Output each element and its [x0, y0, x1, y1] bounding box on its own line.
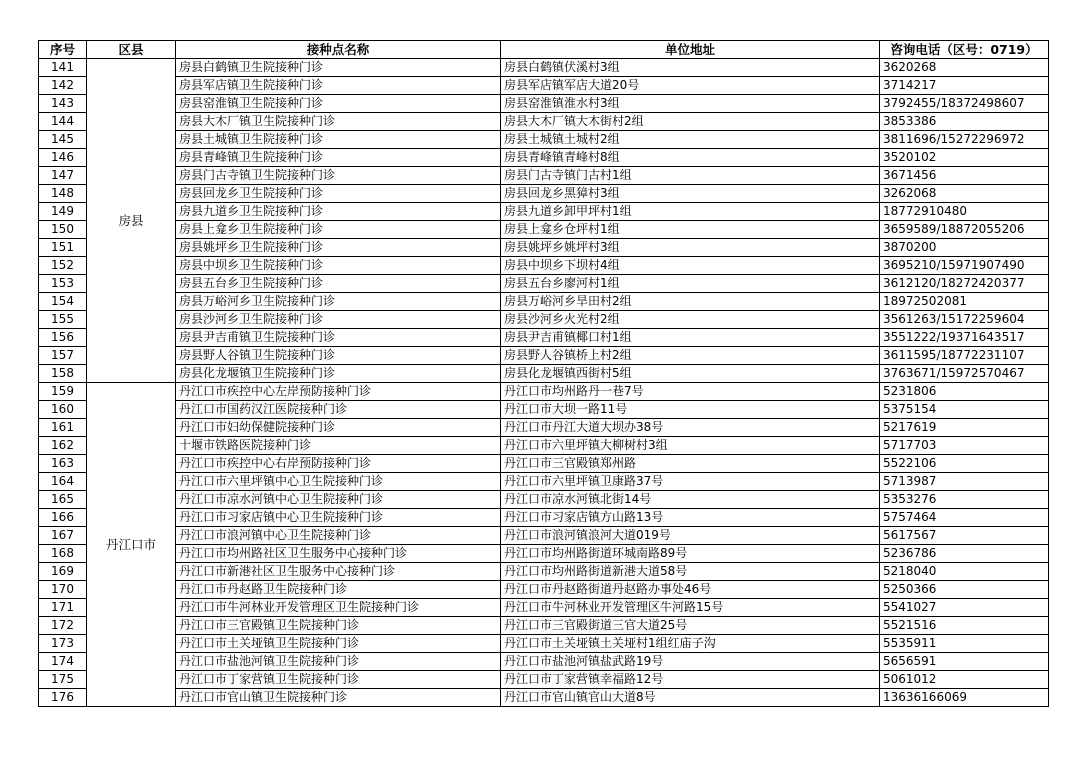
site-phone: 5522106 [880, 455, 1049, 473]
site-address: 丹江口市均州路街道新港大道58号 [501, 563, 880, 581]
table-row [39, 491, 1049, 509]
site-phone: 3763671/15972570467 [880, 365, 1049, 383]
site-phone: 5250366 [880, 581, 1049, 599]
county-cell: 丹江口市 [87, 383, 176, 707]
site-name: 丹江口市国药汉江医院接种门诊 [176, 401, 501, 419]
row-index: 172 [39, 617, 87, 635]
table-row [39, 509, 1049, 527]
row-index: 175 [39, 671, 87, 689]
site-phone: 5757464 [880, 509, 1049, 527]
table-row [39, 365, 1049, 383]
site-phone: 5656591 [880, 653, 1049, 671]
site-name: 丹江口市疾控中心左岸预防接种门诊 [176, 383, 501, 401]
site-address: 丹江口市六里坪镇大柳树村3组 [501, 437, 880, 455]
row-index: 160 [39, 401, 87, 419]
table-row [39, 383, 1049, 401]
row-index: 155 [39, 311, 87, 329]
site-phone: 13636166069 [880, 689, 1049, 707]
table-row [39, 131, 1049, 149]
row-index: 163 [39, 455, 87, 473]
site-phone: 5535911 [880, 635, 1049, 653]
site-address: 房县门古寺镇门古村1组 [501, 167, 880, 185]
site-address: 丹江口市大坝一路11号 [501, 401, 880, 419]
row-index: 159 [39, 383, 87, 401]
table-row [39, 59, 1049, 77]
header-county: 区县 [87, 41, 176, 59]
site-address: 房县野人谷镇桥上村2组 [501, 347, 880, 365]
table-row [39, 455, 1049, 473]
table-row [39, 221, 1049, 239]
site-name: 房县大木厂镇卫生院接种门诊 [176, 113, 501, 131]
row-index: 167 [39, 527, 87, 545]
site-name: 丹江口市盐池河镇卫生院接种门诊 [176, 653, 501, 671]
site-name: 丹江口市新港社区卫生服务中心接种门诊 [176, 563, 501, 581]
site-address: 丹江口市盐池河镇盐武路19号 [501, 653, 880, 671]
site-phone: 5061012 [880, 671, 1049, 689]
table-row [39, 437, 1049, 455]
table-row [39, 635, 1049, 653]
site-name: 丹江口市土关垭镇卫生院接种门诊 [176, 635, 501, 653]
site-phone: 5617567 [880, 527, 1049, 545]
header-index: 序号 [39, 41, 87, 59]
site-name: 房县回龙乡卫生院接种门诊 [176, 185, 501, 203]
site-name: 丹江口市丁家营镇卫生院接种门诊 [176, 671, 501, 689]
site-phone: 3620268 [880, 59, 1049, 77]
site-address: 丹江口市土关垭镇土关垭村1组红庙子沟 [501, 635, 880, 653]
table-row [39, 563, 1049, 581]
site-name: 房县姚坪乡卫生院接种门诊 [176, 239, 501, 257]
table-row [39, 347, 1049, 365]
site-address: 房县军店镇军店大道20号 [501, 77, 880, 95]
table-row [39, 581, 1049, 599]
table-row [39, 527, 1049, 545]
site-phone: 5541027 [880, 599, 1049, 617]
row-index: 150 [39, 221, 87, 239]
site-phone: 3714217 [880, 77, 1049, 95]
row-index: 165 [39, 491, 87, 509]
table-row [39, 671, 1049, 689]
site-phone: 3695210/15971907490 [880, 257, 1049, 275]
site-phone: 5521516 [880, 617, 1049, 635]
row-index: 170 [39, 581, 87, 599]
site-name: 房县化龙堰镇卫生院接种门诊 [176, 365, 501, 383]
table-row [39, 545, 1049, 563]
row-index: 173 [39, 635, 87, 653]
site-name: 丹江口市妇幼保健院接种门诊 [176, 419, 501, 437]
site-name: 丹江口市六里坪镇中心卫生院接种门诊 [176, 473, 501, 491]
county-cell: 房县 [87, 59, 176, 383]
site-address: 房县万峪河乡旱田村2组 [501, 293, 880, 311]
row-index: 168 [39, 545, 87, 563]
table-row [39, 95, 1049, 113]
site-address: 房县大木厂镇大木街村2组 [501, 113, 880, 131]
site-name: 房县土城镇卫生院接种门诊 [176, 131, 501, 149]
site-address: 丹江口市丹江大道大坝办38号 [501, 419, 880, 437]
site-name: 房县中坝乡卫生院接种门诊 [176, 257, 501, 275]
site-phone: 5713987 [880, 473, 1049, 491]
site-name: 房县尹吉甫镇卫生院接种门诊 [176, 329, 501, 347]
row-index: 161 [39, 419, 87, 437]
site-phone: 3262068 [880, 185, 1049, 203]
row-index: 164 [39, 473, 87, 491]
site-address: 房县化龙堰镇西街村5组 [501, 365, 880, 383]
site-name: 房县军店镇卫生院接种门诊 [176, 77, 501, 95]
table-row [39, 275, 1049, 293]
table-row [39, 617, 1049, 635]
row-index: 147 [39, 167, 87, 185]
row-index: 149 [39, 203, 87, 221]
table-row [39, 113, 1049, 131]
table-row [39, 203, 1049, 221]
site-name: 丹江口市浪河镇中心卫生院接种门诊 [176, 527, 501, 545]
site-address: 丹江口市三官殿街道三官大道25号 [501, 617, 880, 635]
row-index: 157 [39, 347, 87, 365]
site-name: 丹江口市丹赵路卫生院接种门诊 [176, 581, 501, 599]
row-index: 144 [39, 113, 87, 131]
site-phone: 5217619 [880, 419, 1049, 437]
site-phone: 3612120/18272420377 [880, 275, 1049, 293]
table-row [39, 653, 1049, 671]
site-address: 丹江口市浪河镇浪河大道019号 [501, 527, 880, 545]
row-index: 141 [39, 59, 87, 77]
site-name: 房县野人谷镇卫生院接种门诊 [176, 347, 501, 365]
row-index: 158 [39, 365, 87, 383]
site-address: 丹江口市六里坪镇卫康路37号 [501, 473, 880, 491]
site-name: 房县万峪河乡卫生院接种门诊 [176, 293, 501, 311]
site-phone: 18772910480 [880, 203, 1049, 221]
site-address: 房县五台乡廖河村1组 [501, 275, 880, 293]
header-address: 单位地址 [501, 41, 880, 59]
site-address: 丹江口市均州路丹一巷7号 [501, 383, 880, 401]
site-address: 房县回龙乡黑獐村3组 [501, 185, 880, 203]
row-index: 166 [39, 509, 87, 527]
site-phone: 5375154 [880, 401, 1049, 419]
site-address: 房县上龛乡仓坪村1组 [501, 221, 880, 239]
site-name: 房县沙河乡卫生院接种门诊 [176, 311, 501, 329]
site-name: 房县窑淮镇卫生院接种门诊 [176, 95, 501, 113]
row-index: 154 [39, 293, 87, 311]
site-address: 房县土城镇土城村2组 [501, 131, 880, 149]
table-row [39, 329, 1049, 347]
site-phone: 3611595/18772231107 [880, 347, 1049, 365]
site-address: 房县中坝乡下坝村4组 [501, 257, 880, 275]
site-phone: 5717703 [880, 437, 1049, 455]
table-row [39, 77, 1049, 95]
site-name: 房县九道乡卫生院接种门诊 [176, 203, 501, 221]
table-row [39, 311, 1049, 329]
header-site-name: 接种点名称 [176, 41, 501, 59]
site-name: 丹江口市习家店镇中心卫生院接种门诊 [176, 509, 501, 527]
site-phone: 3853386 [880, 113, 1049, 131]
site-phone: 3561263/15172259604 [880, 311, 1049, 329]
site-address: 丹江口市三官殿镇郑州路 [501, 455, 880, 473]
site-name: 丹江口市三官殿镇卫生院接种门诊 [176, 617, 501, 635]
site-name: 房县五台乡卫生院接种门诊 [176, 275, 501, 293]
table-row [39, 689, 1049, 707]
table-row [39, 473, 1049, 491]
site-name: 丹江口市牛河林业开发管理区卫生院接种门诊 [176, 599, 501, 617]
site-address: 丹江口市习家店镇方山路13号 [501, 509, 880, 527]
site-address: 房县姚坪乡姚坪村3组 [501, 239, 880, 257]
row-index: 169 [39, 563, 87, 581]
site-phone: 5353276 [880, 491, 1049, 509]
table-row [39, 419, 1049, 437]
row-index: 142 [39, 77, 87, 95]
site-phone: 3671456 [880, 167, 1049, 185]
table-row [39, 239, 1049, 257]
row-index: 171 [39, 599, 87, 617]
site-address: 房县九道乡卸甲坪村1组 [501, 203, 880, 221]
row-index: 153 [39, 275, 87, 293]
site-phone: 3659589/18872055206 [880, 221, 1049, 239]
row-index: 146 [39, 149, 87, 167]
site-phone: 3792455/18372498607 [880, 95, 1049, 113]
table-row [39, 185, 1049, 203]
header-phone: 咨询电话（区号：0719） [880, 41, 1049, 59]
row-index: 174 [39, 653, 87, 671]
row-index: 152 [39, 257, 87, 275]
site-name: 房县门古寺镇卫生院接种门诊 [176, 167, 501, 185]
site-phone: 3870200 [880, 239, 1049, 257]
site-name: 丹江口市凉水河镇中心卫生院接种门诊 [176, 491, 501, 509]
vaccination-sites-table [38, 40, 1049, 707]
table-body [39, 59, 1049, 707]
site-phone: 3551222/19371643517 [880, 329, 1049, 347]
site-address: 丹江口市官山镇官山大道8号 [501, 689, 880, 707]
site-address: 丹江口市牛河林业开发管理区牛河路15号 [501, 599, 880, 617]
row-index: 176 [39, 689, 87, 707]
site-name: 十堰市铁路医院接种门诊 [176, 437, 501, 455]
row-index: 162 [39, 437, 87, 455]
site-phone: 5231806 [880, 383, 1049, 401]
table-row [39, 599, 1049, 617]
site-phone: 3811696/15272296972 [880, 131, 1049, 149]
table-row [39, 167, 1049, 185]
site-address: 房县白鹤镇伏溪村3组 [501, 59, 880, 77]
table-row [39, 149, 1049, 167]
site-phone: 5218040 [880, 563, 1049, 581]
header-row [39, 41, 1049, 59]
site-address: 丹江口市丁家营镇幸福路12号 [501, 671, 880, 689]
site-address: 房县窑淮镇淮水村3组 [501, 95, 880, 113]
site-name: 房县上龛乡卫生院接种门诊 [176, 221, 501, 239]
row-index: 143 [39, 95, 87, 113]
site-address: 房县尹吉甫镇椰口村1组 [501, 329, 880, 347]
site-address: 丹江口市凉水河镇北街14号 [501, 491, 880, 509]
row-index: 156 [39, 329, 87, 347]
site-name: 房县青峰镇卫生院接种门诊 [176, 149, 501, 167]
site-address: 丹江口市均州路街道环城南路89号 [501, 545, 880, 563]
row-index: 148 [39, 185, 87, 203]
table-row [39, 293, 1049, 311]
site-address: 房县沙河乡火光村2组 [501, 311, 880, 329]
site-name: 丹江口市官山镇卫生院接种门诊 [176, 689, 501, 707]
table-row [39, 257, 1049, 275]
row-index: 145 [39, 131, 87, 149]
site-name: 丹江口市均州路社区卫生服务中心接种门诊 [176, 545, 501, 563]
site-phone: 18972502081 [880, 293, 1049, 311]
row-index: 151 [39, 239, 87, 257]
site-name: 房县白鹤镇卫生院接种门诊 [176, 59, 501, 77]
site-phone: 5236786 [880, 545, 1049, 563]
site-phone: 3520102 [880, 149, 1049, 167]
table-row [39, 401, 1049, 419]
site-address: 房县青峰镇青峰村8组 [501, 149, 880, 167]
site-name: 丹江口市疾控中心右岸预防接种门诊 [176, 455, 501, 473]
site-address: 丹江口市丹赵路街道丹赵路办事处46号 [501, 581, 880, 599]
